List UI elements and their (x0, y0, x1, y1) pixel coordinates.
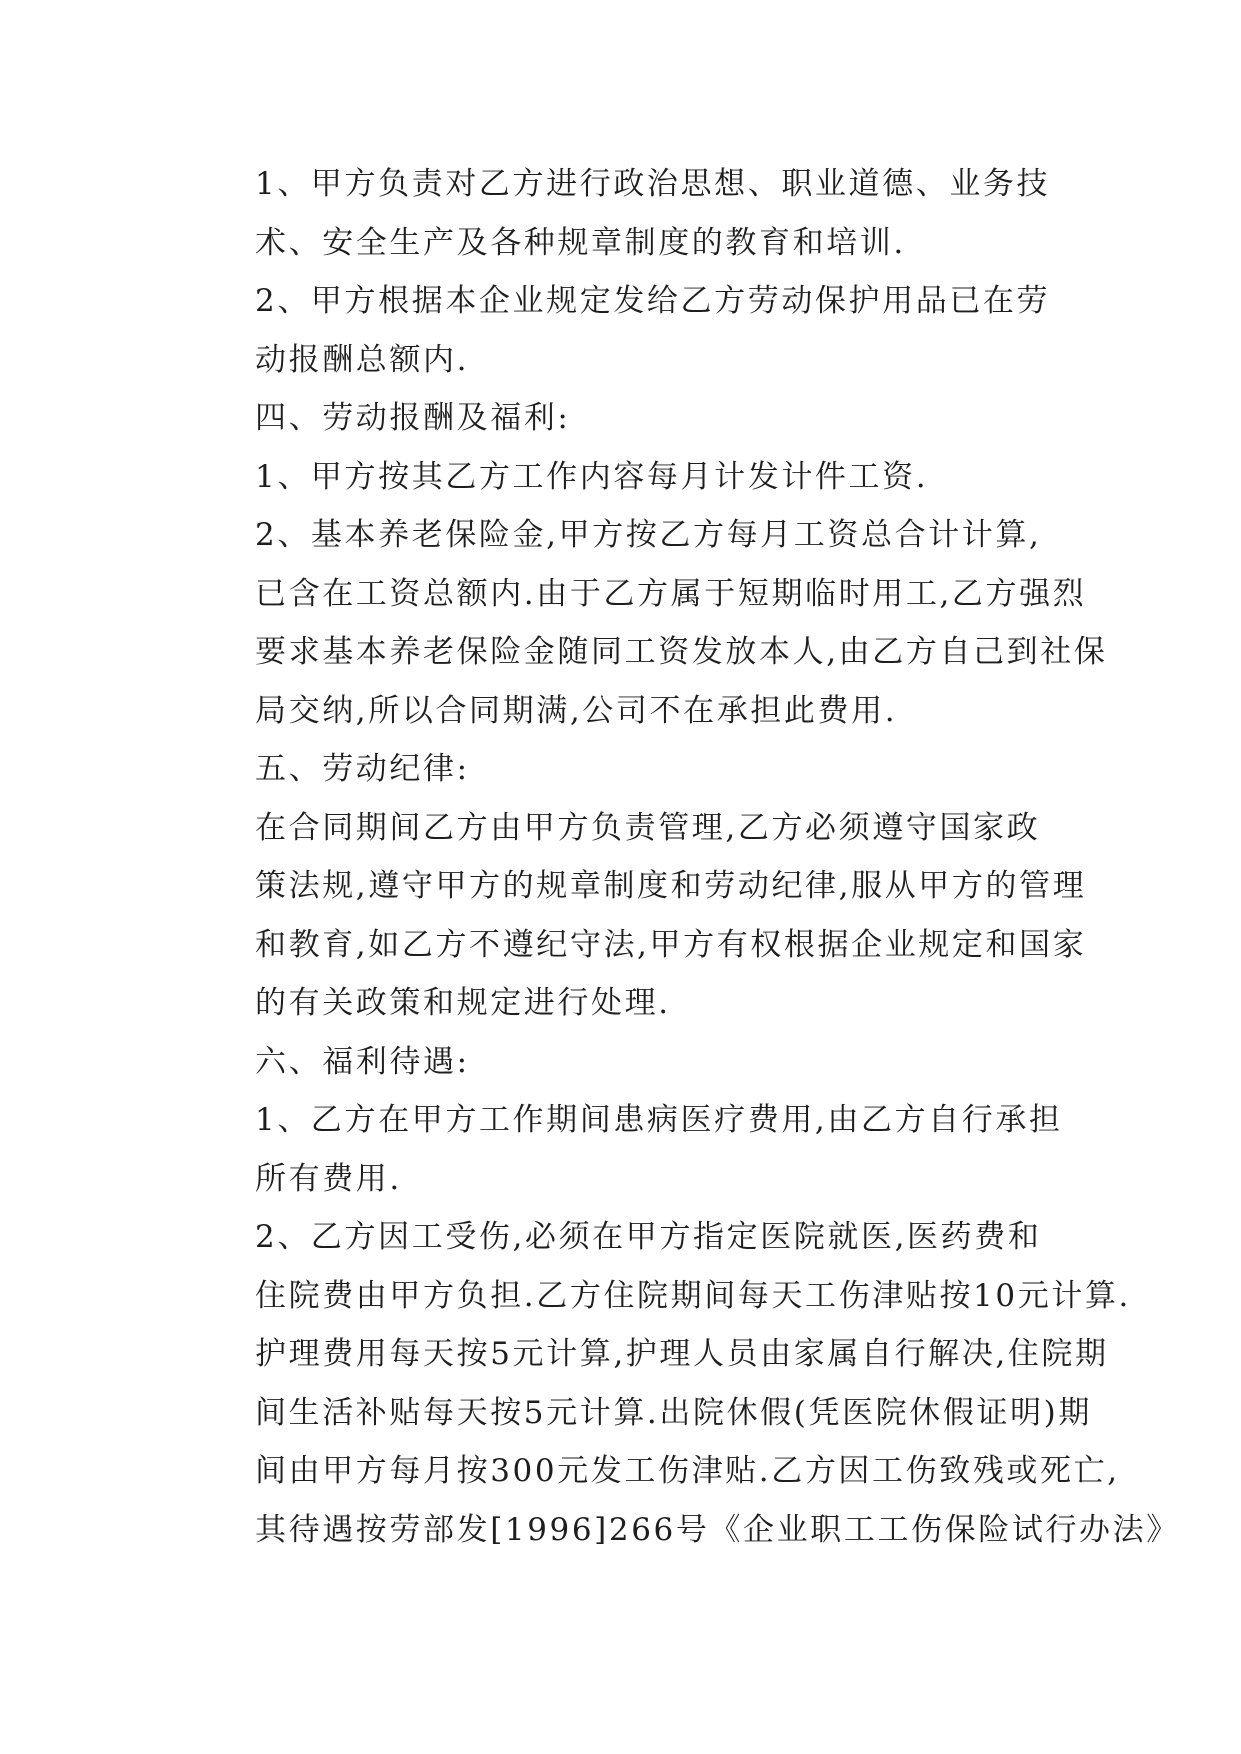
text-line: 动报酬总额内. (255, 341, 470, 378)
text-line: 1、乙方在甲方工作期间患病医疗费用,由乙方自行承担 (255, 1102, 1063, 1138)
paragraph (191, 1208, 1180, 1559)
text-line: 1、甲方按其乙方工作内容每月计发计件工资. (255, 458, 929, 495)
text-line: 2、基本养老保险金,甲方按乙方每月工资总合计计算, (255, 517, 1042, 553)
paragraph (191, 506, 1108, 740)
text-line: 2、乙方因工受伤,必须在甲方指定医院就医,医药费和 (255, 1219, 1042, 1255)
paragraph (191, 155, 1051, 272)
paragraph (191, 1091, 1063, 1208)
paragraph (191, 389, 1051, 448)
text-line: 2、甲方根据本企业规定发给乙方劳动保护用品已在劳 (255, 283, 1051, 319)
text-line: 的有关政策和规定进行处理. (255, 985, 671, 1021)
text-line: 六、福利待遇: (255, 1043, 470, 1080)
text-line: 其待遇按劳部发[1996]266号《企业职工工伤保险试行办法》 (255, 1511, 1180, 1548)
text-line: 在合同期间乙方由甲方负责管理,乙方必须遵守国家政 (255, 809, 1041, 846)
paragraph (191, 799, 1087, 1033)
text-line: 1、甲方负责对乙方进行政治思想、职业道德、业务技 (255, 166, 1051, 202)
paragraph (191, 1033, 1051, 1092)
text-line: 间生活补贴每天按5元计算.出院休假(凭医院休假证明)期 (255, 1394, 1092, 1431)
text-line: 护理费用每天按5元计算,护理人员由家属自行解决,住院期 (255, 1336, 1109, 1372)
text-line: 局交纳,所以合同期满,公司不在承担此费用. (255, 692, 898, 729)
paragraph (191, 448, 1051, 507)
text-line: 已含在工资总额内.由于乙方属于短期临时用工,乙方强烈 (255, 575, 1087, 612)
paragraph (191, 272, 1051, 389)
text-line: 四、劳动报酬及福利: (255, 400, 571, 436)
text-line: 住院费由甲方负担.乙方住院期间每天工伤津贴按10元计算. (255, 1277, 1131, 1314)
text-line: 五、劳动纪律: (255, 751, 470, 787)
text-line: 要求基本养老保险金随同工资发放本人,由乙方自己到社保 (255, 634, 1108, 670)
text-line: 和教育,如乙方不遵纪守法,甲方有权根据企业规定和国家 (255, 926, 1087, 963)
text-line: 所有费用. (255, 1160, 402, 1197)
paragraph (191, 740, 1051, 799)
text-line: 间由甲方每月按300元发工伤津贴.乙方因工伤致残或死亡, (255, 1453, 1120, 1489)
text-line: 策法规,遵守甲方的规章制度和劳动纪律,服从甲方的管理 (255, 868, 1087, 904)
text-line: 术、安全生产及各种规章制度的教育和培训. (255, 224, 906, 261)
document-body (191, 155, 1180, 1559)
